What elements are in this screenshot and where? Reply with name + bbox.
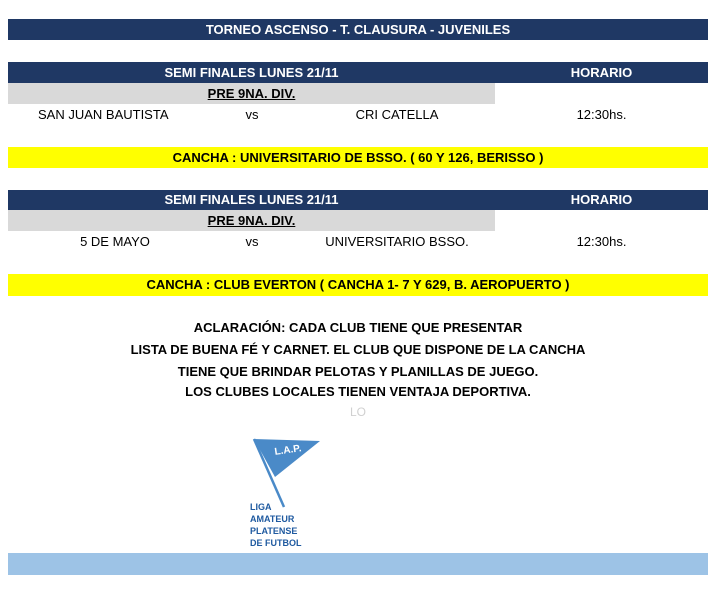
section2-time: 12:30hs. — [576, 234, 627, 249]
section2-home-team: 5 DE MAYO — [80, 234, 150, 249]
section2-title: SEMI FINALES LUNES 21/11 — [8, 190, 495, 210]
page-title: TORNEO ASCENSO - T. CLAUSURA - JUVENILES — [8, 19, 708, 40]
footer-bar — [8, 553, 708, 575]
logo-text-de-futbol: DE FUTBOL — [250, 538, 302, 548]
logo-text-platense: PLATENSE — [250, 526, 298, 536]
section1-horario-header: HORARIO — [495, 62, 708, 83]
section1-time: 12:30hs. — [576, 107, 627, 122]
section1-home-team: SAN JUAN BAUTISTA — [38, 107, 169, 122]
league-logo — [248, 435, 328, 550]
section1-away-team: CRI CATELLA — [355, 107, 439, 122]
section2-division: PRE 9NA. DIV. — [8, 210, 495, 231]
notice-line-2: LISTA DE BUENA FÉ Y CARNET. EL CLUB QUE DISPONE DE LA CANCHA — [130, 342, 586, 357]
section2-venue: CANCHA : CLUB EVERTON ( CANCHA 1- 7 Y 629, B. AEROPUERTO ) — [8, 274, 708, 296]
section1-venue: CANCHA : UNIVERSITARIO DE BSSO. ( 60 Y 126, BERISSO ) — [8, 147, 708, 168]
section2-horario-header: HORARIO — [495, 190, 708, 210]
notice-line-1: ACLARACIÓN: CADA CLUB TIENE QUE PRESENTAR — [193, 320, 523, 335]
section1-title: SEMI FINALES LUNES 21/11 — [8, 62, 495, 83]
logo-text-liga: LIGA — [250, 502, 272, 512]
notice-line-3: TIENE QUE BRINDAR PELOTAS Y PLANILLAS DE JUEGO. — [177, 364, 539, 379]
faint-text: LO — [349, 405, 366, 419]
section1-vs: vs — [245, 107, 259, 122]
section1-division: PRE 9NA. DIV. — [8, 83, 495, 104]
notice-line-4: LOS CLUBES LOCALES TIENEN VENTAJA DEPORTIVA. — [185, 384, 531, 399]
section2-vs: vs — [245, 234, 259, 249]
logo-flag-text: L.A.P. — [273, 443, 303, 458]
section2-away-team: UNIVERSITARIO BSSO. — [325, 234, 469, 249]
logo-text-amateur: AMATEUR — [250, 514, 295, 524]
